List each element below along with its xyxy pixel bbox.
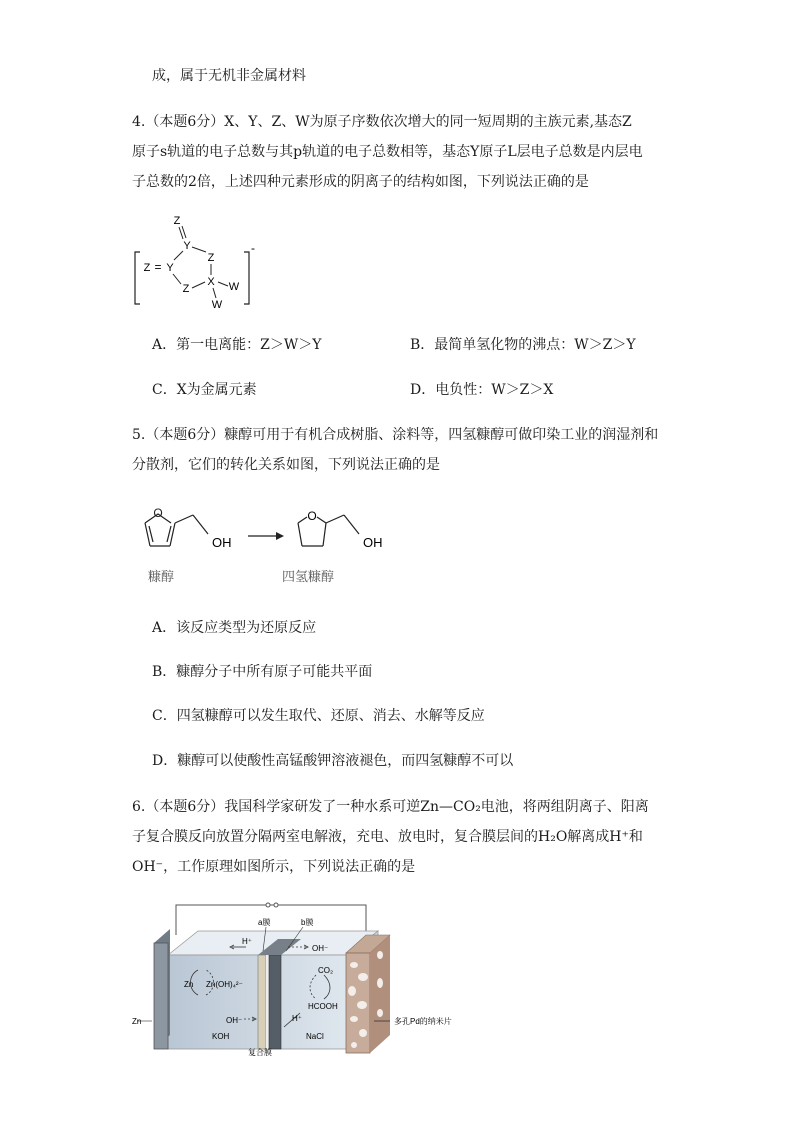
q4-charge: -: [251, 241, 255, 255]
zincate-label: Zn(OH)₄²⁻: [206, 980, 243, 989]
atom-w-bottom: W: [211, 299, 223, 311]
composite-membrane-label: 复合膜: [248, 1048, 272, 1057]
q5-option-b[interactable]: B．糠醇分子中所有原子可能共平面: [152, 664, 373, 680]
external-circuit-wire: [176, 905, 366, 935]
pd-nanosheet-label: 多孔Pd的纳米片: [394, 1017, 452, 1026]
q4-stem-line1: 4.（本题6分）X、Y、Z、W为原子序数依次增大的同一短周期的主族元素,基态Z: [132, 114, 632, 130]
a-membrane: [258, 955, 266, 1049]
q4-anion-structure: [130, 208, 270, 312]
q4-option-a[interactable]: A．第一电离能：Z＞W＞Y: [152, 337, 322, 353]
atom-x: X: [207, 276, 215, 288]
furfuryl-label: 糠醇: [148, 569, 175, 584]
furfuryl-alcohol-structure: [145, 506, 232, 550]
q4-stem-line2: 原子s轨道的电子总数与其p轨道的电子总数相等，基态Y原子L层电子总数是内层电: [132, 144, 643, 160]
q5-reaction-scheme: [130, 500, 400, 590]
thf-hydroxyl: OH: [363, 535, 383, 550]
tetrahydrofurfuryl-label: 四氢糠醇: [282, 569, 335, 584]
q5-option-c[interactable]: C．四氢糠醇可以发生取代、还原、消去、水解等反应: [152, 708, 485, 724]
q6-battery-diagram: [128, 895, 528, 1060]
b-membrane-label: b膜: [301, 918, 314, 927]
atom-y-left: Y: [166, 262, 174, 274]
q4-option-d[interactable]: D．电负性：W＞Z＞X: [410, 382, 554, 398]
double-bond-left: =: [154, 260, 162, 274]
b-membrane: [269, 955, 281, 1049]
h-plus-bottom-label: H⁺: [292, 1014, 302, 1023]
atom-z-left: Z: [143, 262, 151, 274]
h-plus-top-label: H⁺: [242, 937, 252, 946]
q3-tail-text: 成，属于无机非金属材料: [152, 68, 306, 84]
oh-minus-top-label: OH⁻: [312, 944, 329, 953]
q6-stem-line2: 子复合膜反向放置分隔两室电解液，充电、放电时，复合膜层间的H₂O解离成H⁺和: [132, 829, 643, 845]
q5-stem-line1: 5.（本题6分）糠醇可用于有机合成树脂、涂料等，四氢糠醇可做印染工业的润湿剂和: [132, 427, 659, 443]
nacl-label: NaCl: [306, 1032, 324, 1041]
thf-oxygen: O: [307, 509, 317, 523]
q5-option-d[interactable]: D．糠醇可以使酸性高锰酸钾溶液褪色，而四氢糠醇不可以: [152, 753, 514, 769]
zn-inner-label: Zn: [184, 980, 194, 989]
membrane-gap: [266, 955, 269, 1049]
hcooh-label: HCOOH: [308, 1002, 338, 1011]
q4-stem-line3: 子总数的2倍，上述四种元素形成的阴离子的结构如图，下列说法正确的是: [132, 174, 589, 190]
q6-stem-line1: 6.（本题6分）我国科学家研发了一种水系可逆Zn—CO₂电池，将两组阴离子、阳离: [132, 799, 649, 815]
furfuryl-hydroxyl: OH: [212, 535, 232, 550]
atom-z-lower: Z: [182, 283, 190, 295]
oh-minus-bottom-label: OH⁻: [226, 1016, 243, 1025]
atom-y-top: Y: [183, 240, 191, 252]
q5-stem-line2: 分散剂，它们的转化关系如图，下列说法正确的是: [132, 457, 440, 473]
atom-z-top: Z: [173, 215, 181, 227]
q4-option-b[interactable]: B．最简单氢化物的沸点：W＞Z＞Y: [410, 337, 636, 353]
q4-option-c[interactable]: C．X为金属元素: [152, 382, 257, 398]
a-membrane-label: a膜: [258, 918, 271, 927]
furan-oxygen: O: [153, 506, 163, 520]
koh-label: KOH: [212, 1032, 230, 1041]
tetrahydrofurfuryl-alcohol-structure: [298, 509, 383, 550]
atom-w-right: W: [228, 281, 240, 293]
co2-label: CO₂: [318, 966, 334, 975]
atom-z-upper-right: Z: [207, 252, 215, 264]
q6-stem-line3: OH⁻，工作原理如图所示，下列说法正确的是: [132, 859, 416, 875]
q5-option-a[interactable]: A．该反应类型为还原反应: [152, 620, 317, 636]
zn-electrode-label: Zn: [132, 1017, 142, 1026]
